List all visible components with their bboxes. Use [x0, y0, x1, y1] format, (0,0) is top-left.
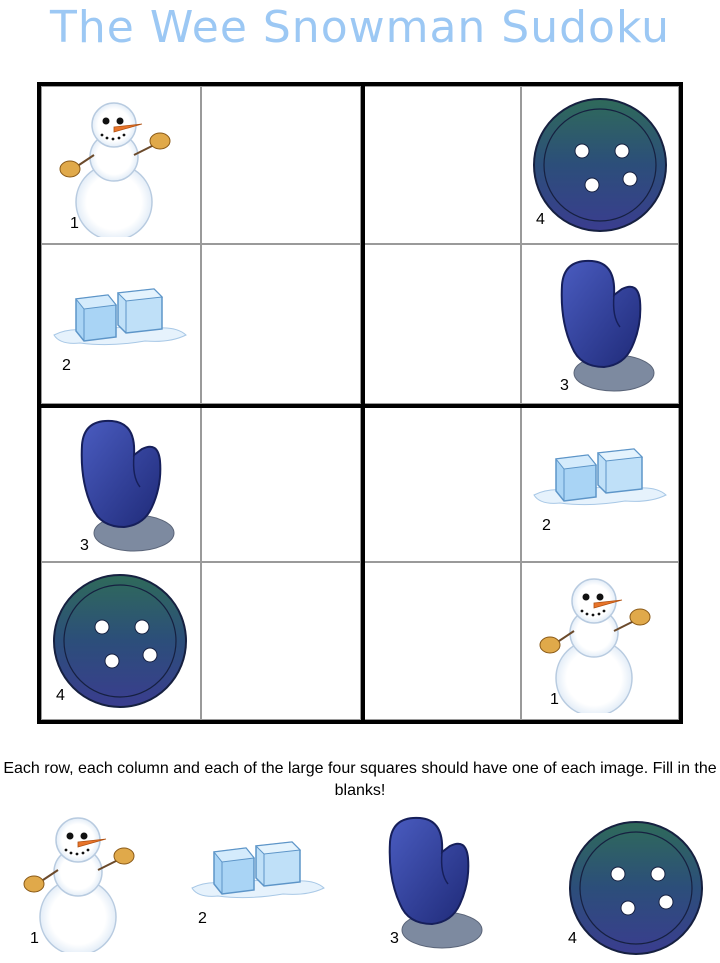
empty-grid-cell[interactable] [361, 244, 521, 404]
cell-number: 1 [550, 691, 559, 708]
legend-number: 2 [198, 910, 207, 927]
empty-grid-cell[interactable] [361, 86, 521, 244]
grid-cell [41, 404, 201, 562]
cell-number: 4 [56, 687, 65, 704]
empty-grid-cell[interactable] [201, 404, 361, 562]
empty-grid-cell[interactable] [361, 404, 521, 562]
grid-cell [41, 244, 201, 404]
mitten-icon [370, 812, 490, 952]
ice-cubes-icon [530, 445, 670, 515]
legend-number: 4 [568, 930, 577, 947]
mitten-icon [62, 415, 182, 555]
grid-cell [41, 86, 201, 244]
cell-number: 2 [542, 517, 551, 534]
button-picture [530, 95, 670, 240]
button-picture [50, 571, 190, 716]
mitten-icon [542, 255, 662, 395]
box-divider-horizontal [41, 404, 679, 408]
button-icon [530, 95, 670, 235]
grid-cell [41, 562, 201, 720]
cell-number: 1 [70, 215, 79, 232]
grid-cell [521, 404, 679, 562]
grid-cell [521, 244, 679, 404]
button-icon [566, 818, 706, 958]
ice-picture [50, 285, 190, 360]
legend-mitten [370, 812, 490, 957]
legend-button [566, 818, 706, 963]
cell-number: 4 [536, 211, 545, 228]
page-title: The Wee Snowman Sudoku [50, 2, 670, 53]
cell-number: 2 [62, 357, 71, 374]
empty-grid-cell[interactable] [201, 86, 361, 244]
ice-cubes-icon [50, 285, 190, 355]
cell-number: 3 [80, 537, 89, 554]
cell-number: 3 [560, 377, 569, 394]
box-divider-vertical [361, 86, 365, 720]
legend-number: 3 [390, 930, 399, 947]
empty-grid-cell[interactable] [361, 562, 521, 720]
ice-picture [530, 445, 670, 520]
legend-ice [188, 838, 328, 913]
instructions-text: Each row, each column and each of the large four squares should have one of each image. Fill in the blanks! [3, 760, 717, 799]
grid-cell [521, 86, 679, 244]
sudoku-grid [37, 82, 683, 724]
grid-cell [521, 562, 679, 720]
button-icon [50, 571, 190, 711]
ice-cubes-icon [188, 838, 328, 908]
legend-number: 1 [30, 930, 39, 947]
empty-grid-cell[interactable] [201, 562, 361, 720]
empty-grid-cell[interactable] [201, 244, 361, 404]
